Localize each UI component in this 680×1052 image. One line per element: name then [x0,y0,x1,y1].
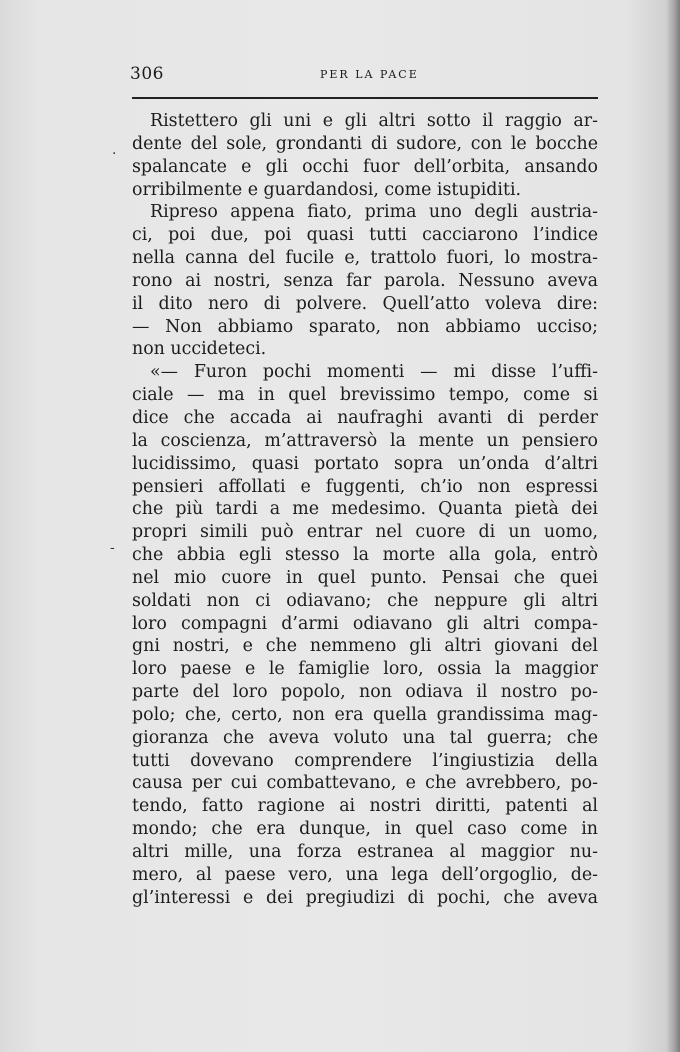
header-rule [132,97,598,99]
text-line: pensieri affollati e fuggenti, ch’io non espressi [132,476,598,497]
text-line: causa per cui combattevano, e che avrebbero, po- [132,773,598,794]
text-line: gioranza che aveva voluto una tal guerra; che [132,727,598,748]
text-line: loro compagni d’armi odiavano gli altri compa- [132,613,598,634]
text-line: che più tardi a me medesimo. Quanta pietà dei [132,499,598,520]
text-line: gl’interessi e dei pregiudizi di pochi, che aveva [132,887,598,908]
page-number: 306 [130,64,164,84]
text-line: parte del loro popolo, non odiava il nostro po- [132,682,598,703]
text-line: mero, al paese vero, una lega dell’orgoglio, de- [132,864,598,885]
text-line: gni nostri, e che nemmeno gli altri giovani del [132,636,598,657]
text-line: loro paese e le famiglie loro, ossia la maggior [132,659,598,680]
text-line: dice che accada ai naufraghi avanti di perder [132,407,598,428]
text-line: nella canna del fucile e, trattolo fuori, lo mostra- [132,248,598,269]
text-line: il dito nero di polvere. Quell’atto voleva dire: [132,293,598,314]
text-line: dente del sole, grondanti di sudore, con le bocche [132,133,598,154]
text-line: tutti dovevano comprendere l’ingiustizia della [132,750,598,771]
text-line: — Non abbiamo sparato, non abbiamo ucciso; [132,316,598,337]
text-line: tendo, fatto ragione ai nostri diritti, patenti al [132,796,598,817]
body-text [132,110,598,910]
text-line: Ripreso appena fiato, prima uno degli austria- [150,202,598,223]
text-line: lucidissimo, quasi portato sopra un’onda d’altri [132,453,598,474]
text-line: nel mio cuore in quel punto. Pensai che quei [132,567,598,588]
page-edge-shadow [666,0,680,1052]
text-line: ci, poi due, poi quasi tutti cacciarono l’indice [132,225,598,246]
text-line: la coscienza, m’attraversò la mente un pensiero [132,430,598,451]
page-header [130,64,600,90]
text-line: mondo; che era dunque, in quel caso come in [132,819,598,840]
text-line: soldati non ci odiavano; che neppure gli altri [132,590,598,611]
margin-mark: - [110,540,115,556]
text-line: spalancate e gli occhi fuor dell’orbita, ansando [132,156,598,177]
text-line: Ristettero gli uni e gli altri sotto il raggio ar- [150,111,598,131]
running-head: PER LA PACE [320,68,419,81]
margin-mark: · [112,146,117,162]
text-line: propri simili può entrar nel cuore di un uomo, [132,522,598,543]
text-line: non uccideteci. [132,339,267,360]
text-line: ciale — ma in quel brevissimo tempo, come si [132,385,598,406]
text-line: orribilmente e guardandosi, come istupiditi. [132,179,522,200]
text-line: «— Furon pochi momenti — mi disse l’uffi- [150,362,598,383]
text-line: altri mille, una forza estranea al maggior nu- [132,842,598,862]
text-line: che abbia egli stesso la morte alla gola, entrò [132,545,598,566]
text-line: rono ai nostri, senza far parola. Nessuno aveva [132,270,598,291]
text-line: polo; che, certo, non era quella grandissima mag- [132,704,598,725]
